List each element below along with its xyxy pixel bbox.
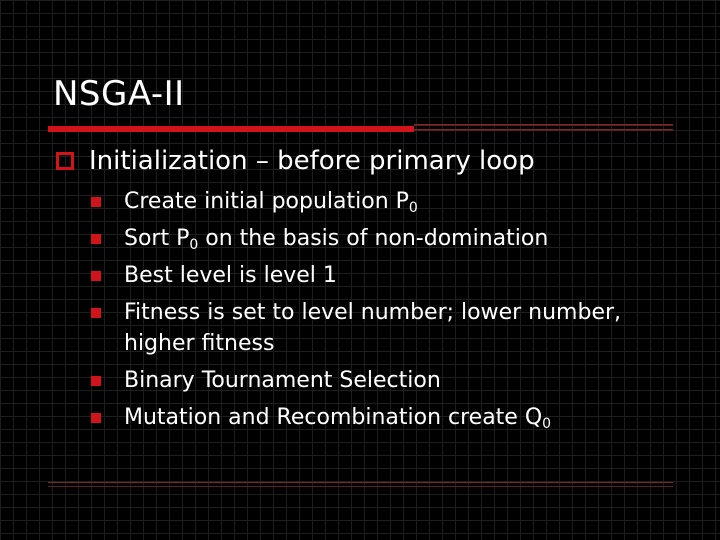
filled-square-bullet-icon: [91, 413, 101, 423]
sub-bullet-text: Fitness is set to level number; lower number, higher fitness: [124, 300, 622, 356]
title-underline-thin-line: [414, 124, 673, 126]
sub-bullet-text: Sort $P_0$ on the basis of non-domination: [124, 226, 549, 253]
filled-square-bullet-icon: [91, 308, 101, 318]
sub-bullet-item: [91, 297, 691, 359]
bottom-divider-line: [48, 482, 673, 483]
slide-title: NSGA-II: [53, 74, 185, 114]
title-underline-thin-line-lower: [414, 129, 673, 131]
subscript: 0: [189, 237, 199, 253]
sub-bullet-item: [91, 260, 691, 291]
sub-bullet-item: [91, 223, 691, 254]
sub-bullet-text: Create initial population $P_0$: [124, 189, 418, 216]
bottom-divider-line-lower: [48, 486, 673, 487]
sub-bullet-item: [91, 402, 691, 433]
filled-square-bullet-icon: [91, 376, 101, 386]
main-bullet-text: Initialization – before primary loop: [89, 146, 535, 176]
subscript: 0: [408, 200, 418, 216]
sub-bullet-item: [91, 365, 691, 396]
hollow-square-bullet-icon: [56, 152, 74, 170]
filled-square-bullet-icon: [91, 271, 101, 281]
sub-bullet-item: [91, 186, 691, 217]
title-underline: [48, 123, 673, 135]
title-underline-red-bar: [48, 126, 414, 132]
sub-bullet-list: [91, 186, 691, 439]
sub-bullet-text: Best level is level 1: [124, 263, 337, 288]
bottom-divider: [48, 482, 673, 488]
sub-bullet-text: Binary Tournament Selection: [124, 368, 441, 393]
subscript: 0: [542, 416, 552, 432]
filled-square-bullet-icon: [91, 197, 101, 207]
sub-bullet-text: Mutation and Recombination create $Q_0$: [124, 405, 552, 432]
main-bullet-item: [56, 143, 535, 179]
filled-square-bullet-icon: [91, 234, 101, 244]
